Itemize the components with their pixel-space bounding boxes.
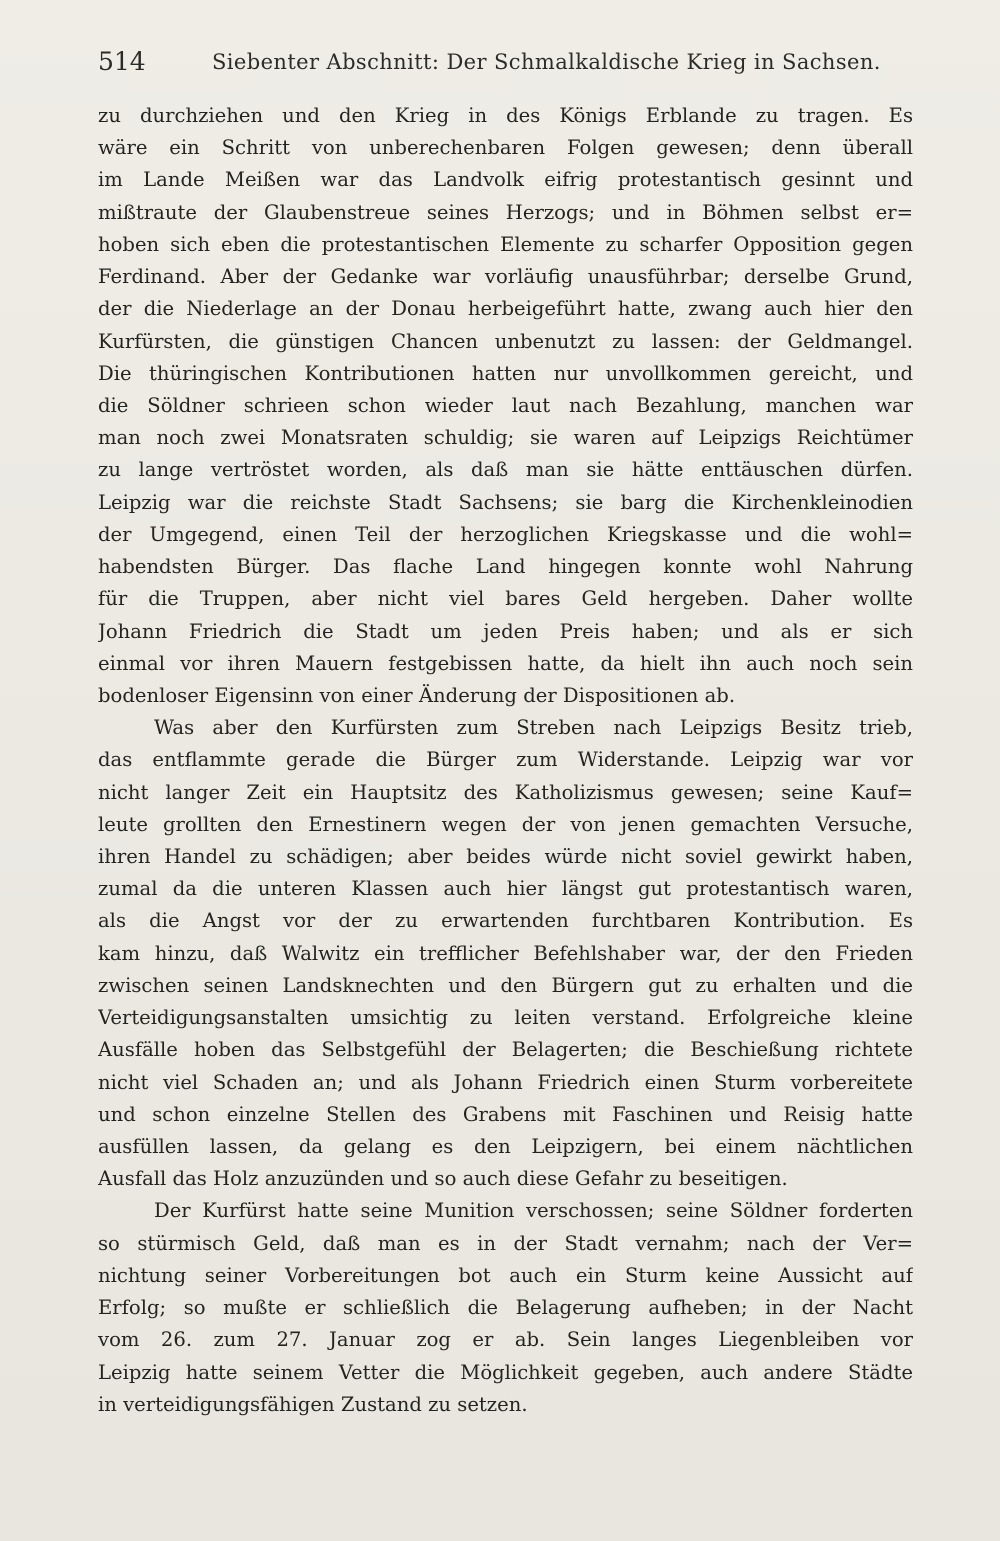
text-line: Ferdinand. Aber der Gedanke war vorläufig unausführbar; derselbe Grund, — [98, 265, 913, 289]
text-line: mißtraute der Glaubenstreue seines Herzogs; und in Böhmen selbst er= — [98, 200, 913, 224]
text-line: man noch zwei Monatsraten schuldig; sie waren auf Leipzigs Reichtümer — [98, 426, 913, 450]
text-line: für die Truppen, aber nicht viel bares Geld hergeben. Daher wollte — [98, 587, 913, 611]
paragraph — [98, 100, 913, 712]
text-line: zumal da die unteren Klassen auch hier längst gut protestantisch waren, — [98, 877, 913, 901]
paragraph — [98, 1195, 913, 1421]
text-line: Der Kurfürst hatte seine Munition verschossen; seine Söldner forderten — [154, 1199, 913, 1223]
text-line: als die Angst vor der zu erwartenden furchtbaren Kontribution. Es — [98, 909, 913, 933]
text-line: zu lange vertröstet worden, als daß man sie hätte enttäuschen dürfen. — [98, 458, 913, 482]
text-line: nichtung seiner Vorbereitungen bot auch ein Sturm keine Aussicht auf — [98, 1263, 913, 1287]
text-line: Verteidigungsanstalten umsichtig zu leiten verstand. Erfolgreiche kleine — [98, 1006, 913, 1030]
paragraph — [98, 712, 913, 1195]
page-number: 514 — [98, 47, 146, 76]
text-line: ihren Handel zu schädigen; aber beides würde nicht soviel gewirkt haben, — [98, 845, 913, 869]
running-title: Siebenter Abschnitt: Der Schmalkaldische Krieg in Sachsen. — [212, 50, 881, 74]
text-line: in verteidigungsfähigen Zustand zu setzen. — [98, 1392, 528, 1416]
text-line: habendsten Bürger. Das flache Land hingegen konnte wohl Nahrung — [98, 555, 913, 579]
text-line: nicht viel Schaden an; und als Johann Friedrich einen Sturm vorbereitete — [98, 1070, 913, 1094]
text-line: hoben sich eben die protestantischen Elemente zu scharfer Opposition gegen — [98, 232, 913, 256]
text-line: das entflammte gerade die Bürger zum Widerstande. Leipzig war vor — [98, 748, 913, 772]
text-line: Leipzig hatte seinem Vetter die Möglichkeit gegeben, auch andere Städte — [98, 1360, 913, 1384]
text-line: ausfüllen lassen, da gelang es den Leipzigern, bei einem nächtlichen — [98, 1135, 913, 1158]
text-line: zu durchziehen und den Krieg in des Königs Erblande zu tragen. Es — [98, 104, 913, 127]
text-line: einmal vor ihren Mauern festgebissen hatte, da hielt ihn auch noch sein — [98, 651, 913, 675]
text-line: Ausfälle hoben das Selbstgefühl der Belagerten; die Beschießung richtete — [98, 1038, 913, 1062]
text-line: vom 26. zum 27. Januar zog er ab. Sein langes Liegenbleiben vor — [98, 1328, 913, 1352]
text-line: zwischen seinen Landsknechten und den Bürgern gut zu erhalten und die — [98, 973, 913, 997]
text-line: Erfolg; so mußte er schließlich die Belagerung aufheben; in der Nacht — [98, 1296, 913, 1320]
text-line: leute grollten den Ernestinern wegen der von jenen gemachten Versuche, — [98, 812, 913, 836]
text-line: wäre ein Schritt von unberechenbaren Folgen gewesen; denn überall — [98, 136, 913, 160]
text-line: Leipzig war die reichste Stadt Sachsens; sie barg die Kirchenkleinodien — [98, 490, 913, 514]
text-line: und schon einzelne Stellen des Grabens mit Faschinen und Reisig hatte — [98, 1102, 913, 1126]
text-line: der die Niederlage an der Donau herbeigeführt hatte, zwang auch hier den — [98, 297, 913, 321]
running-head — [98, 44, 913, 80]
text-line: Die thüringischen Kontributionen hatten nur unvollkommen gereicht, und — [98, 361, 913, 385]
text-line: Kurfürsten, die günstigen Chancen unbenutzt zu lassen: der Geldmangel. — [98, 329, 913, 353]
text-line: der Umgegend, einen Teil der herzoglichen Kriegskasse und die wohl= — [98, 522, 913, 546]
text-line: kam hinzu, daß Walwitz ein trefflicher Befehlshaber war, der den Frieden — [98, 941, 913, 965]
body-text — [98, 100, 913, 1421]
text-line: im Lande Meißen war das Landvolk eifrig protestantisch gesinnt und — [98, 168, 913, 192]
text-line: Johann Friedrich die Stadt um jeden Preis haben; und als er sich — [98, 619, 913, 643]
text-line: nicht langer Zeit ein Hauptsitz des Katholizismus gewesen; seine Kauf= — [98, 780, 913, 804]
text-line: bodenloser Eigensinn von einer Änderung der Dispositionen ab. — [98, 683, 736, 707]
text-line: die Söldner schrieen schon wieder laut nach Bezahlung, manchen war — [98, 393, 913, 417]
text-line: Was aber den Kurfürsten zum Streben nach Leipzigs Besitz trieb, — [154, 716, 913, 740]
text-line: so stürmisch Geld, daß man es in der Stadt vernahm; nach der Ver= — [98, 1231, 913, 1255]
text-line: Ausfall das Holz anzuzünden und so auch diese Gefahr zu beseitigen. — [98, 1167, 788, 1191]
